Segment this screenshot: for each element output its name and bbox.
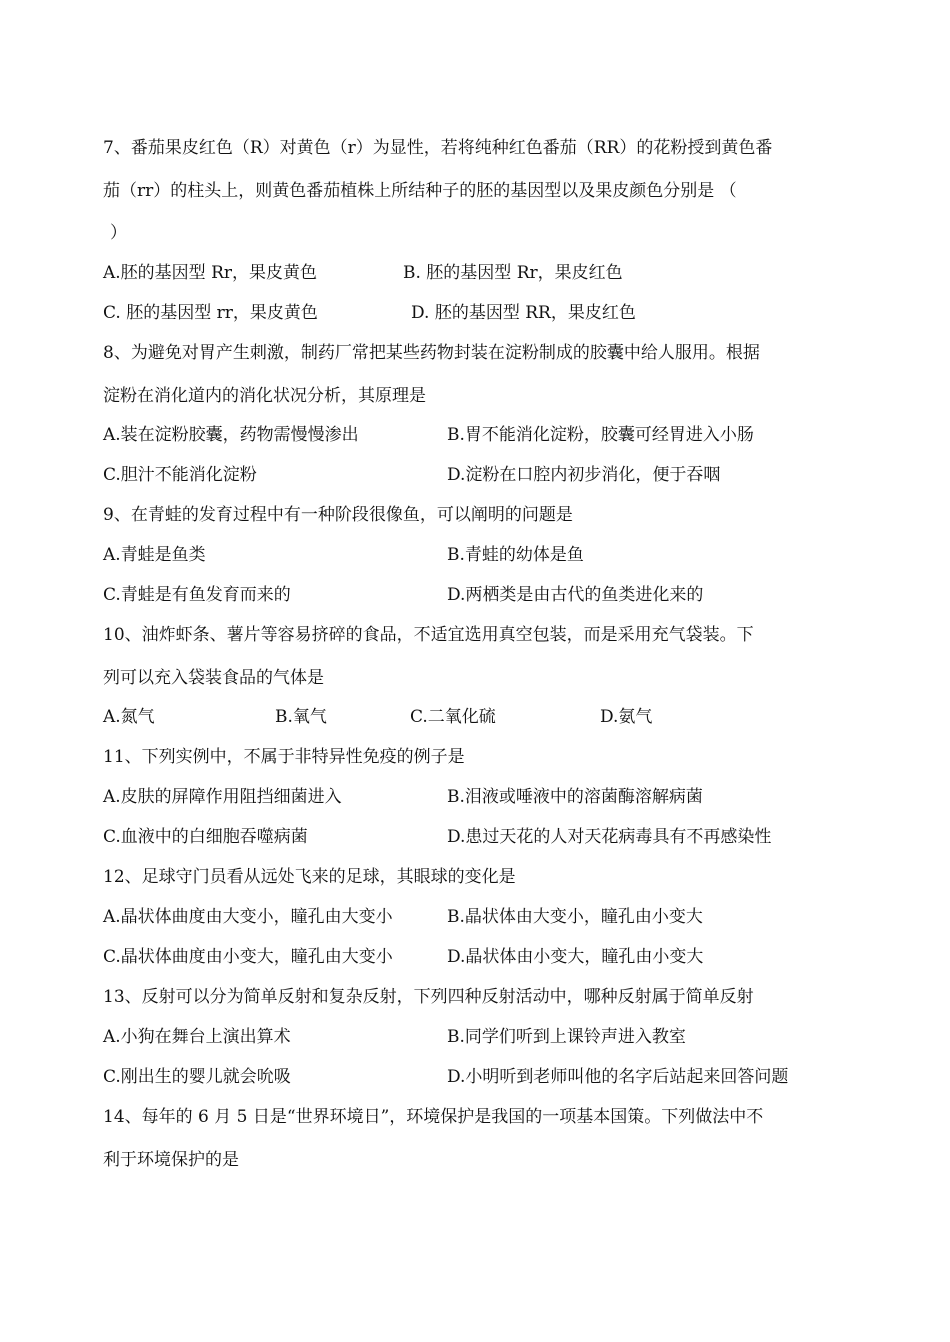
q13-option-d: D.小明听到老师叫他的名字后站起来回答问题 — [447, 1067, 789, 1087]
q9-option-a: A.青蛙是鱼类 — [103, 545, 206, 565]
q9-stem-line-1: 9、在青蛙的发育过程中有一种阶段很像鱼，可以阐明的问题是 — [103, 505, 573, 525]
q9-option-b: B.青蛙的幼体是鱼 — [447, 545, 584, 565]
q7-option-d: D. 胚的基因型 RR，果皮红色 — [411, 303, 636, 323]
q8-option-b: B.胃不能消化淀粉，胶囊可经胃进入小肠 — [447, 425, 754, 445]
q7-option-b: B. 胚的基因型 Rr，果皮红色 — [403, 263, 623, 283]
q10-option-b: B.氧气 — [275, 707, 327, 727]
q10-option-a: A.氮气 — [103, 707, 155, 727]
q7-option-c: C. 胚的基因型 rr，果皮黄色 — [103, 303, 318, 323]
q14-stem-line-2: 利于环境保护的是 — [103, 1150, 239, 1170]
q10-stem-line-2: 列可以充入袋装食品的气体是 — [103, 668, 324, 688]
q12-option-c: C.晶状体曲度由小变大，瞳孔由大变小 — [103, 947, 393, 967]
q10-stem-line-1: 10、油炸虾条、薯片等容易挤碎的食品，不适宜选用真空包装，而是采用充气袋装。下 — [103, 625, 754, 645]
q8-option-a: A.装在淀粉胶囊，药物需慢慢渗出 — [103, 425, 359, 445]
q12-stem-line-1: 12、足球守门员看从远处飞来的足球，其眼球的变化是 — [103, 867, 516, 887]
q13-option-a: A.小狗在舞台上演出算术 — [103, 1027, 291, 1047]
q11-option-b: B.泪液或唾液中的溶菌酶溶解病菌 — [447, 787, 703, 807]
q12-option-b: B.晶状体由大变小，瞳孔由小变大 — [447, 907, 703, 927]
q14-stem-line-1: 14、每年的 6 月 5 日是“世界环境日”，环境保护是我国的一项基本国策。下列做法中不 — [103, 1107, 764, 1127]
q7-stem-line-3: ） — [110, 223, 127, 243]
q9-option-c: C.青蛙是有鱼发育而来的 — [103, 585, 291, 605]
q9-option-d: D.两栖类是由古代的鱼类进化来的 — [447, 585, 704, 605]
q11-option-d: D.患过天花的人对天花病毒具有不再感染性 — [447, 827, 772, 847]
q10-option-c: C.二氧化硫 — [410, 707, 496, 727]
q7-stem-line-1: 7、番茄果皮红色（R）对黄色（r）为显性，若将纯种红色番茄（RR）的花粉授到黄色番 — [103, 138, 773, 158]
q10-option-d: D.氨气 — [600, 707, 653, 727]
q12-option-a: A.晶状体曲度由大变小，瞳孔由大变小 — [103, 907, 393, 927]
q11-stem-line-1: 11、下列实例中，不属于非特异性免疫的例子是 — [103, 747, 465, 767]
q12-option-d: D.晶状体由小变大，瞳孔由小变大 — [447, 947, 704, 967]
q7-option-a: A.胚的基因型 Rr，果皮黄色 — [103, 263, 318, 283]
q8-option-c: C.胆汁不能消化淀粉 — [103, 465, 257, 485]
q11-option-c: C.血液中的白细胞吞噬病菌 — [103, 827, 308, 847]
q13-option-b: B.同学们听到上课铃声进入教室 — [447, 1027, 686, 1047]
q8-stem-line-1: 8、为避免对胃产生刺激，制药厂常把某些药物封装在淀粉制成的胶囊中给人服用。根据 — [103, 343, 760, 363]
q13-stem-line-1: 13、反射可以分为简单反射和复杂反射，下列四种反射活动中，哪种反射属于简单反射 — [103, 987, 754, 1007]
q8-option-d: D.淀粉在口腔内初步消化，便于吞咽 — [447, 465, 721, 485]
q13-option-c: C.刚出生的婴儿就会吮吸 — [103, 1067, 291, 1087]
q11-option-a: A.皮肤的屏障作用阻挡细菌进入 — [103, 787, 342, 807]
q7-stem-line-2: 茄（rr）的柱头上，则黄色番茄植株上所结种子的胚的基因型以及果皮颜色分别是 （ — [103, 181, 737, 201]
q8-stem-line-2: 淀粉在消化道内的消化状况分析，其原理是 — [103, 386, 426, 406]
